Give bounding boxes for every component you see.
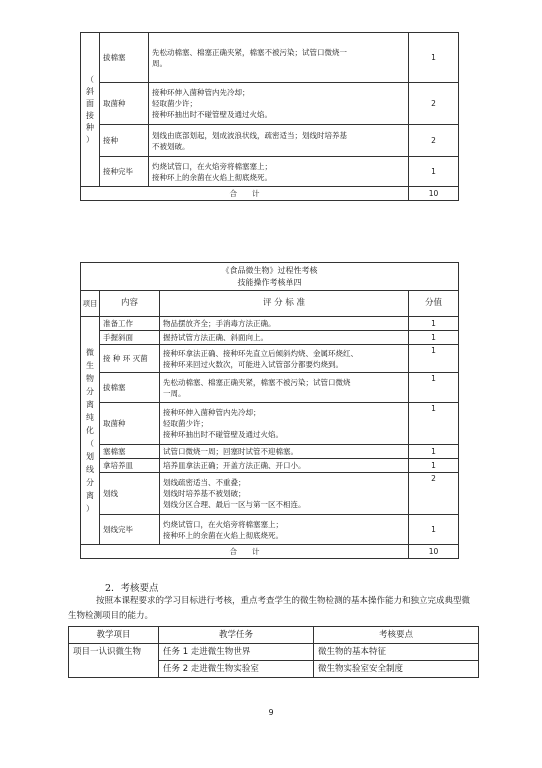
row-item: 接种 (100, 125, 149, 157)
row-criteria: 握持试管方法正确、斜面向上。 (160, 331, 409, 345)
row-item: 划线完毕 (100, 515, 160, 545)
header-content: 内容 (100, 291, 160, 317)
row-item: 手握斜面 (100, 331, 160, 345)
row-score: 2 (409, 125, 459, 157)
row-criteria: 物品摆放齐全；手消毒方法正确。 (160, 317, 409, 331)
group-label: 微 生 物 分 离 纯 化 （ 划 线 分 离 ） (81, 317, 100, 545)
row-score: 2 (409, 473, 459, 515)
table-assessment-points (68, 626, 479, 678)
point-cell: 微生物的基本特征 (314, 644, 479, 661)
header-project: 教学项目 (69, 627, 159, 644)
section-paragraph: 按照本课程要求的学习目标进行考核，重点考查学生的微生物检测的基本操作能力和独立完成典型微生物检测项目的能力。 (68, 596, 471, 621)
row-score: 1 (409, 345, 459, 373)
row-criteria: 接种环伸入菌种管内先冷却； 轻取菌少许； 接种环抽出时不碰管壁及通过火焰。 (149, 83, 409, 125)
row-item: 拔棉塞 (100, 373, 160, 403)
header-point: 考核要点 (314, 627, 479, 644)
row-criteria: 接种环拿法正确、接种环先直立后倾斜灼烧、金属环烧红、 接种环来回过火数次，可能进入试管部分都要灼烧到。 (160, 345, 409, 373)
row-score: 2 (409, 83, 459, 125)
row-item: 取菌种 (100, 403, 160, 445)
row-criteria: 划线由底部划起，划成波浪状线，疏密适当；划线时培养基 不被划破。 (149, 125, 409, 157)
row-item: 接 种 环 灭菌 (100, 345, 160, 373)
row-item: 塞棉塞 (100, 445, 160, 459)
row-score: 1 (409, 515, 459, 545)
header-criteria: 评 分 标 准 (160, 291, 409, 317)
total-score: 10 (409, 545, 459, 559)
row-item: 准备工作 (100, 317, 160, 331)
row-criteria: 先松动棉塞、棉塞正确夹紧，棉塞不被污染；试管口微烧 一周。 (160, 373, 409, 403)
total-label: 合 计 (81, 187, 409, 201)
title-line-1: 《食品微生物》过程性考核 (221, 265, 318, 275)
page-number: 9 (268, 708, 274, 717)
row-criteria: 先松动棉塞、棉塞正确夹紧，棉塞不被污染；试管口微烧一 周。 (149, 33, 409, 83)
row-criteria: 试管口微烧一周；回塞时试管不迎棉塞。 (160, 445, 409, 459)
row-item: 划线 (100, 473, 160, 515)
row-criteria: 灼烧试管口，在火焰旁将棉塞塞上； 接种环上的余菌在火焰上彻底烧死。 (160, 515, 409, 545)
header-task: 教学任务 (159, 627, 314, 644)
row-criteria: 培养皿拿法正确；开盖方法正确、开口小。 (160, 459, 409, 473)
row-item: 拔棉塞 (100, 33, 149, 83)
title-line-2: 技能操作考核单四 (237, 277, 302, 287)
section-title: 2．考核要点 (105, 583, 159, 594)
row-criteria: 灼烧试管口，在火焰旁将棉塞塞上； 接种环上的余菌在火焰上彻底烧死。 (149, 157, 409, 187)
total-score: 10 (409, 187, 459, 201)
header-project: 项目 (81, 291, 100, 317)
header-score: 分值 (409, 291, 459, 317)
row-score: 1 (409, 459, 459, 473)
group-label: （ 斜 面 接 种 ） (81, 33, 100, 187)
row-score: 1 (409, 331, 459, 345)
row-criteria: 划线疏密适当、不重叠； 划线时培养基不被划破； 划线分区合理、最后一区与第一区不相连。 (160, 473, 409, 515)
row-item: 取菌种 (100, 83, 149, 125)
row-score: 1 (409, 403, 459, 445)
point-cell: 微生物实验室安全制度 (314, 661, 479, 678)
row-score: 1 (409, 317, 459, 331)
table-slant-inoculation (80, 32, 459, 201)
project-cell: 项目一认识微生物 (69, 644, 159, 678)
row-score: 1 (409, 373, 459, 403)
task-cell: 任务 2 走进微生物实验室 (159, 661, 314, 678)
table-skill-assessment-4 (80, 262, 459, 559)
total-label: 合 计 (81, 545, 409, 559)
row-score: 1 (409, 157, 459, 187)
row-criteria: 接种环伸入菌种管内先冷却； 轻取菌少许； 接种环抽出时不碰管壁及通过火焰。 (160, 403, 409, 445)
table-title (81, 263, 459, 291)
row-item: 接种完毕 (100, 157, 149, 187)
row-score: 1 (409, 33, 459, 83)
row-item: 拿培养皿 (100, 459, 160, 473)
task-cell: 任务 1 走进微生物世界 (159, 644, 314, 661)
row-score: 1 (409, 445, 459, 459)
